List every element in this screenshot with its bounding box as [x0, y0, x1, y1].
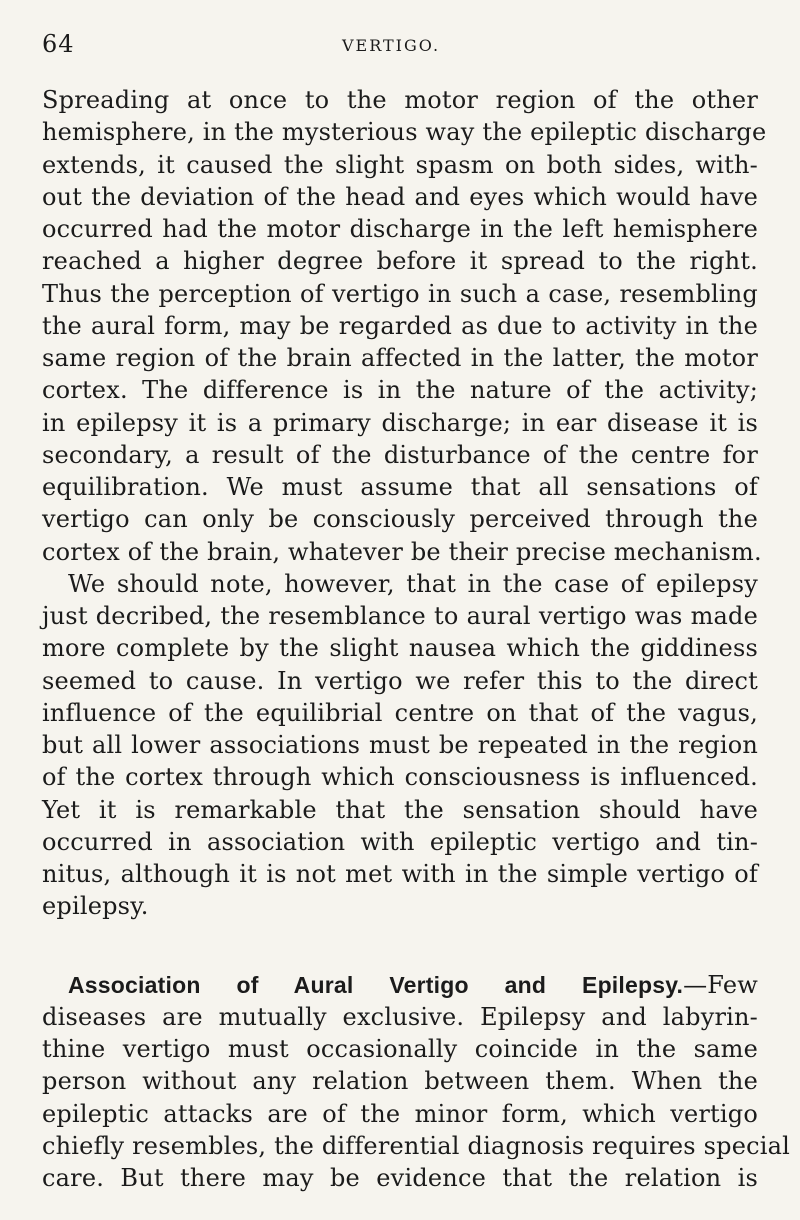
text-line: the aural form, may be regarded as due to activity in the [42, 311, 758, 340]
text-line: vertigo can only be consciously perceived through the [42, 505, 758, 534]
text-line: Yet it is remarkable that the sensation should have [42, 795, 758, 824]
text-line: cortex of the brain, whatever be their precise mechanism. [42, 537, 762, 566]
text-line: occurred in association with epileptic vertigo and tin- [42, 827, 758, 856]
text-line: diseases are mutually exclusive. Epilepsy and labyrin- [42, 1002, 758, 1031]
text-line: We should note, however, that in the case of epilepsy [68, 569, 758, 598]
text-line: equilibration. We must assume that all sensations of [42, 473, 758, 501]
text-line: nitus, although it is not met with in the simple vertigo of [42, 860, 758, 888]
text-line: epileptic attacks are of the minor form, which vertigo [42, 1099, 758, 1128]
text-line: care. But there may be evidence that the relation is [42, 1164, 758, 1192]
section-association [42, 969, 791, 1195]
text-line: same region of the brain affected in the latter, the motor [42, 344, 758, 372]
text-line: influence of the equilibrial centre on that of the vagus, [42, 698, 758, 727]
running-title: VERTIGO. [342, 36, 441, 55]
text-line: secondary, a result of the disturbance of the centre for [42, 440, 758, 469]
text-line: Spreading at once to the motor region of the other [42, 86, 758, 114]
text-line: hemisphere, in the mysterious way the epileptic discharge [42, 118, 767, 147]
paragraph-2 [42, 568, 758, 923]
page-number: 64 [42, 30, 75, 58]
text-line: out the deviation of the head and eyes which would have [42, 182, 758, 211]
text-line: of the cortex through which consciousness is influenced. [42, 763, 758, 792]
section-heading-line [42, 969, 758, 1001]
text-line: extends, it caused the slight spasm on both sides, with- [42, 150, 758, 179]
text-line: person without any relation between them. When the [42, 1067, 758, 1096]
text-line: occurred had the motor discharge in the left hemisphere [42, 215, 758, 243]
paragraph-1 [42, 84, 767, 568]
text-line: in epilepsy it is a primary discharge; in ear disease it is [42, 408, 758, 437]
text-line: cortex. The difference is in the nature of the activity; [42, 376, 758, 405]
text-line: seemed to cause. In vertigo we refer this to the direct [42, 666, 758, 695]
section-gap [42, 923, 758, 969]
text-line: more complete by the slight nausea which the giddiness [42, 634, 758, 663]
text-line: epilepsy. [42, 892, 149, 921]
section-title: Association of Aural Vertigo and Epilepsy. [68, 971, 684, 998]
body-text [42, 84, 791, 1194]
text-line: Thus the perception of vertigo in such a case, resembling [42, 279, 758, 308]
text-line: but all lower associations must be repeated in the region [42, 731, 758, 759]
text-line: thine vertigo must occasionally coincide in the same [42, 1035, 758, 1063]
section-heading-rest: —Few [683, 970, 758, 999]
page-header [42, 30, 758, 60]
text-line: just decribed, the resemblance to aural vertigo was made [42, 602, 758, 630]
text-line: chiefly resembles, the differential diagnosis requires special [42, 1131, 791, 1160]
text-line: reached a higher degree before it spread to the right. [42, 247, 758, 276]
